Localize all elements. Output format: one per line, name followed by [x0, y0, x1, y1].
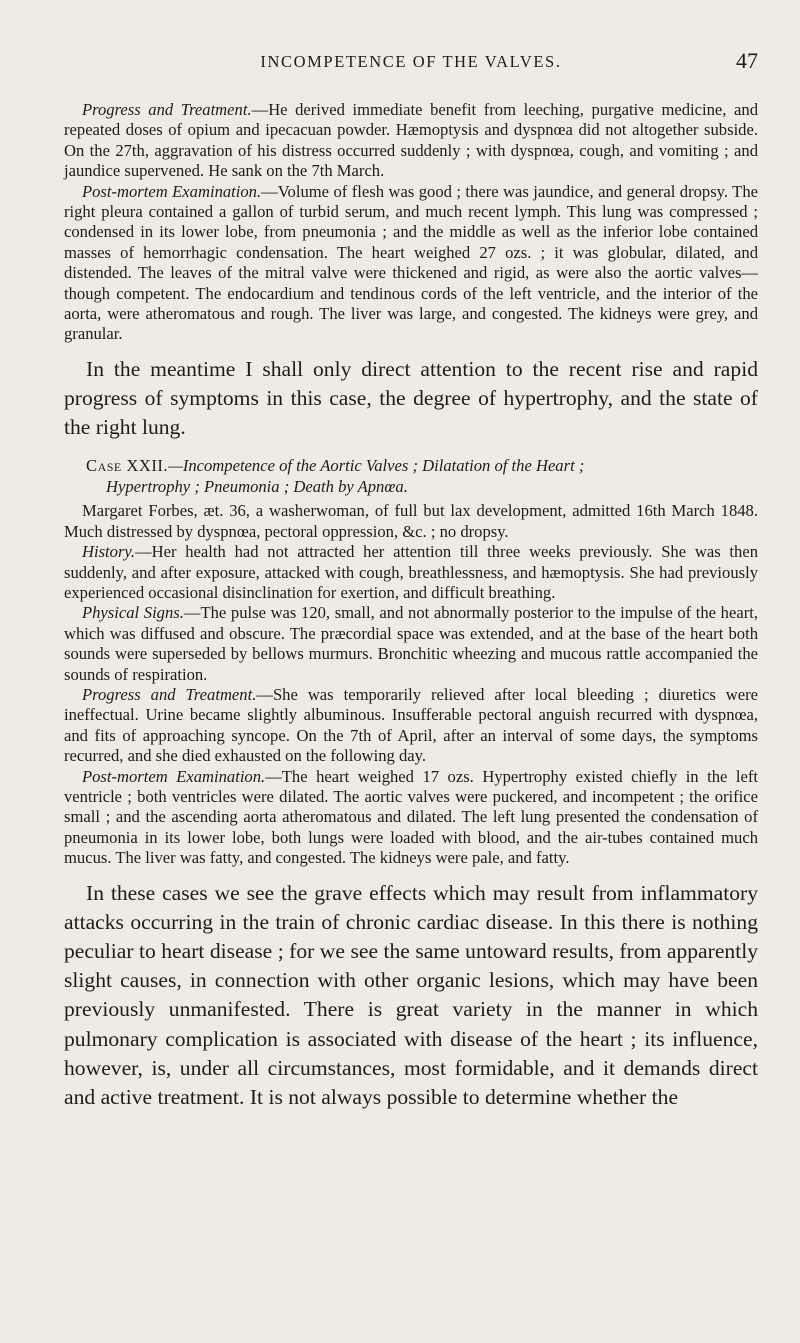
commentary-paragraph: In the meantime I shall only direct attention to the recent rise and rapid progress of symptoms in this case, the degree of hypertrophy, and the state of the right lung. — [64, 356, 758, 440]
section-label: Progress and Treatment. — [82, 684, 257, 704]
case-paragraph — [64, 603, 758, 685]
section-text: —The pulse was 120, small, and not abnormally posterior to the impulse of the heart, which was diffused and obscure. The præcordial space was extended, and at the base of the heart both sounds were superseded by bellows murmurs. Bronchitic wheezing and mucous rattle accompanied the sounds of respiration. — [64, 603, 758, 684]
commentary-paragraph: In these cases we see the grave effects which may result from inflammatory attacks occurring in the train of chronic cardiac disease. In this there is nothing peculiar to heart disease ; for we see the same untoward results, from apparently slight causes, in connection with other organic lesions, which may have been previously unmanifested. There is great variety in the manner in which pulmonary complication is associated with disease of the heart ; its influence, however, is, under all circumstances, most formidable, and it demands direct and active treatment. It is not always possible to determine whether the — [64, 880, 758, 1110]
case-title-line2: Hypertrophy ; Pneumonia ; Death by Apnœa. — [106, 476, 408, 496]
section-label: Post-mortem Examination. — [82, 181, 262, 201]
case-paragraph — [64, 767, 758, 869]
case-paragraph — [64, 542, 758, 603]
running-title: INCOMPETENCE OF THE VALVES. — [260, 52, 562, 71]
case-notes-xxii — [64, 501, 758, 868]
section-label: History. — [82, 542, 136, 562]
section-label: Progress and Treatment. — [82, 100, 252, 119]
case-number: Case XXII. — [86, 456, 169, 476]
commentary-block-1 — [64, 355, 758, 443]
running-header — [64, 48, 758, 82]
section-text: —Her health had not attracted her attention till three weeks previously. She was then suddenly, and after exposure, attacked with cough, breathlessness, and hæmoptysis. She had previously experienced occasional disinclination for exertion, and difficult breathing. — [64, 542, 758, 602]
section-text: —She was temporarily relieved after local bleeding ; diuretics were ineffectual. Urine became slightly albuminous. Insufferable pectoral anguish recurred with dyspnœa, and fits of approaching syncope. On the 7th of April, after an interval of some days, the symptoms recurred, and she died exhausted on the following day. — [64, 684, 758, 766]
case-paragraph — [64, 182, 758, 345]
case-title-line1: —Incompetence of the Aortic Valves ; Dilatation of the Heart ; — [168, 456, 585, 476]
case-paragraph — [64, 685, 758, 767]
section-text: —The heart weighed 17 ozs. Hypertrophy existed chiefly in the left ventricle ; both ventricles were dilated. The aortic valves were puckered, and incompetent ; the orifice small ; and the ascending aorta atheromatous and dilated. The left lung presented the condensation of pneumonia in its lower lobe, both lungs were loaded with blood, and the air-tubes contained much mucus. The liver was fatty, and congested. The kidneys were pale, and fatty. — [64, 766, 758, 868]
case-heading — [64, 456, 758, 497]
case-notes-previous — [64, 100, 758, 345]
section-text: —He derived immediate benefit from leeching, purgative medicine, and repeated doses of opium and ipecacuan powder. Hæmoptysis and dyspnœa did not altogether subside. On the 27th, aggravation of his distress occurred suddenly ; with dyspnœa, cough, and vomiting ; and jaundice supervened. He sank on the 7th March. — [64, 100, 758, 181]
page-number: 47 — [736, 48, 758, 73]
section-label: Physical Signs. — [82, 603, 184, 623]
case-paragraph — [64, 100, 758, 182]
section-text: —Volume of flesh was good ; there was jaundice, and general dropsy. The right pleura contained a gallon of turbid serum, and much recent lymph. This lung was compressed ; condensed in its lower lobe, from pneumonia ; and the middle as well as the inferior lobe contained masses of hemorrhagic condensation. The heart weighed 27 ozs. ; it was globular, dilated, and distended. The leaves of the mitral valve were thickened and rigid, as were also the aortic valves—though competent. The endocardium and tendinous cords of the left ventricle, and the interior of the aorta, were atheromatous and rough. The liver was large, and congested. The kidneys were grey, and granular. — [64, 181, 758, 344]
case-paragraph — [64, 501, 758, 542]
section-label: Post-mortem Examination. — [82, 766, 266, 786]
section-text: Margaret Forbes, æt. 36, a washerwoman, of full but lax development, admitted 16th March 1848. Much distressed by dyspnœa, pectoral oppression, &c. ; no dropsy. — [64, 501, 758, 541]
commentary-block-2 — [64, 879, 758, 1113]
